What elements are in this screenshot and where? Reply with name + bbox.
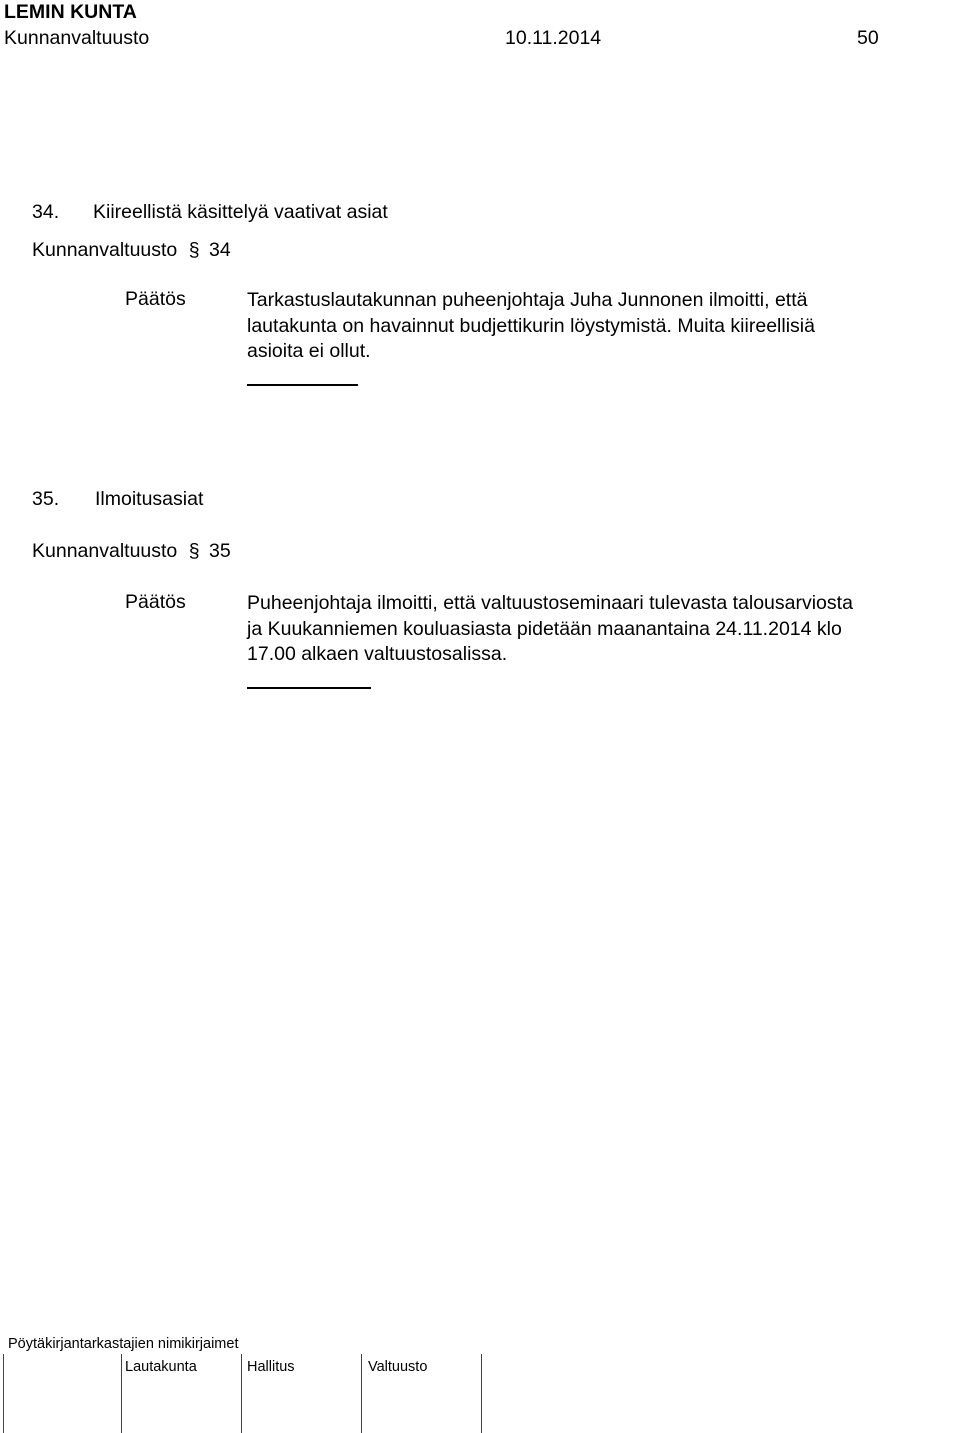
section-34-reference [32,239,231,262]
section-symbol: § [188,239,200,261]
page-number: 50 [857,27,879,49]
reference-body: Kunnanvaltuusto [32,540,178,562]
section-35-number: 35. [32,488,60,510]
decision-line: Tarkastuslautakunnan puheenjohtaja Juha Junnonen ilmoitti, että [247,289,808,311]
signature-column-hallitus: Hallitus [247,1359,295,1375]
decision-line: asioita ei ollut. [247,340,371,362]
decision-line: Puheenjohtaja ilmoitti, että valtuustoseminaari tulevasta talousarviosta [247,592,853,614]
table-divider [121,1354,122,1433]
reference-body: Kunnanvaltuusto [32,239,178,261]
header-date: 10.11.2014 [505,27,602,49]
section-34-title: Kiireellistä käsittelyä vaativat asiat [93,201,388,223]
decision-line: ja Kuukanniemen kouluasiasta pidetään maanantaina 24.11.2014 klo [247,617,842,640]
table-divider [481,1354,482,1433]
section-35-decision-text [247,591,853,668]
signature-table-title: Pöytäkirjantarkastajien nimikirjaimet [8,1336,239,1352]
table-divider [361,1354,362,1433]
reference-number: 35 [208,540,231,562]
header-body: Kunnanvaltuusto [4,27,150,49]
decision-line: 17.00 alkaen valtuustosalissa. [247,643,508,665]
section-35-decision-label: Päätös [125,591,186,613]
section-symbol: § [188,540,200,562]
signature-column-lautakunta: Lautakunta [125,1359,197,1375]
section-34-decision-label: Päätös [125,288,186,310]
section-34-end-rule [247,384,358,386]
reference-number: 34 [208,239,231,261]
table-divider [3,1354,4,1433]
section-35-reference [32,540,231,563]
section-35-end-rule [247,687,371,689]
section-35-title: Ilmoitusasiat [95,488,204,510]
decision-line: lautakunta on havainnut budjettikurin löystymistä. Muita kiireellisiä [247,314,815,337]
section-34-number: 34. [32,201,60,223]
section-34-decision-text [247,288,815,365]
signature-column-valtuusto: Valtuusto [368,1359,428,1375]
table-divider [241,1354,242,1433]
organization-name: LEMIN KUNTA [4,1,137,23]
